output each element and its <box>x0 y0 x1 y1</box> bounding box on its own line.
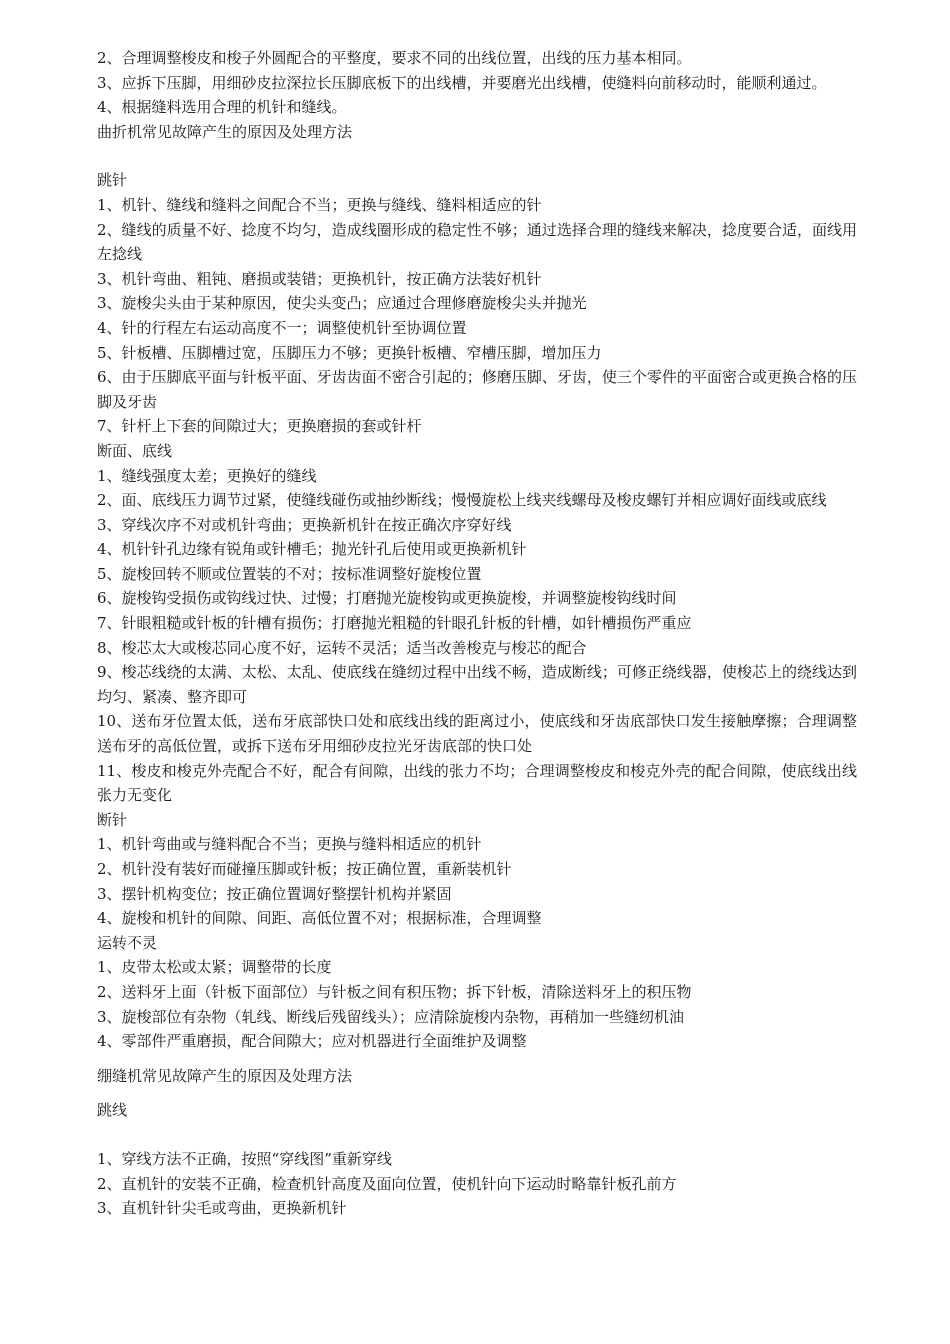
text-line: 断面、底线 <box>97 441 173 460</box>
text-line: 8、梭芯太大或梭芯同心度不好，运转不灵活；适当改善梭克与梭芯的配合 <box>97 638 587 657</box>
text-line: 3、旋梭部位有杂物（轧线、断线后残留线头）；应清除旋梭内杂物，再稍加一些缝纫机油 <box>97 1007 685 1026</box>
text-line: 11、梭皮和梭克外壳配合不好，配合有间隙，出线的张力不均；合理调整梭皮和梭克外壳的配合间隙，使底线出线张力无变化 <box>97 761 857 805</box>
text-line: 断针 <box>97 810 128 829</box>
text-line: 4、根据缝料选用合理的机针和缝线。 <box>97 98 347 117</box>
text-line: 1、皮带太松或太紧；调整带的长度 <box>97 958 332 977</box>
text-line: 2、送料牙上面（针板下面部位）与针板之间有积压物；拆下针板，清除送料牙上的积压物 <box>97 982 692 1001</box>
text-line: 4、零部件严重磨损，配合间隙大；应对机器进行全面维护及调整 <box>97 1032 527 1051</box>
text-line: 2、面、底线压力调节过紧，使缝线碰伤或抽纱断线；慢慢旋松上线夹线螺母及梭皮螺钉并相应调好面线或底线 <box>97 491 827 510</box>
text-line: 3、机针弯曲、粗钝、磨损或装错；更换机针，按正确方法装好机针 <box>97 269 542 288</box>
text-line: 3、穿线次序不对或机针弯曲；更换新机针在按正确次序穿好线 <box>97 515 512 534</box>
text-line: 7、针眼粗糙或针板的针槽有损伤；打磨抛光粗糙的针眼孔针板的针槽，如针槽损伤严重应 <box>97 614 692 633</box>
text-line: 2、缝线的质量不好、捻度不均匀，造成线圈形成的稳定性不够；通过选择合理的缝线来解决，捻度要合适，面线用左捻线 <box>97 220 857 264</box>
text-line: 6、由于压脚底平面与针板平面、牙齿齿面不密合引起的；修磨压脚、牙齿，使三个零件的平面密合或更换合格的压脚及牙齿 <box>97 368 857 411</box>
text-line: 2、合理调整梭皮和梭子外圆配合的平整度，要求不同的出线位置，出线的压力基本相同。 <box>97 49 692 67</box>
text-line: 3、直机针针尖毛或弯曲，更换新机针 <box>97 1199 347 1218</box>
text-line: 5、针板槽、压脚槽过宽，压脚压力不够；更换针板槽、窄槽压脚，增加压力 <box>97 343 602 362</box>
text-line: 4、针的行程左右运动高度不一；调整使机针至协调位置 <box>97 318 467 337</box>
text-line: 2、机针没有装好而碰撞压脚或针板；按正确位置，重新装机针 <box>97 860 512 878</box>
text-line: 4、旋梭和机针的间隙、间距、高低位置不对；根据标准，合理调整 <box>97 909 542 928</box>
text-line: 绷缝机常见故障产生的原因及处理方法 <box>97 1066 353 1085</box>
text-line: 7、针杆上下套的间隙过大；更换磨损的套或针杆 <box>97 417 422 436</box>
document-body <box>97 46 857 1221</box>
blank-line <box>97 144 857 168</box>
text-line: 跳线 <box>97 1101 128 1120</box>
text-line: 1、缝线强度太差；更换好的缝线 <box>97 466 317 485</box>
text-line: 3、摆针机构变位；按正确位置调好整摆针机构并紧固 <box>97 884 452 903</box>
text-line: 1、机针、缝线和缝料之间配合不当；更换与缝线、缝料相适应的针 <box>97 195 542 214</box>
blank-line <box>97 1123 857 1147</box>
text-line: 10、送布牙位置太低，送布牙底部快口处和底线出线的距离过小，使底线和牙齿底部快口发生接触摩擦；合理调整送布牙的高低位置，或拆下送布牙用细砂皮拉光牙齿底部的快口处 <box>97 712 857 756</box>
text-line: 9、梭芯线绕的太满、太松、太乱、使底线在缝纫过程中出线不畅，造成断线；可修正绕线器，使梭芯上的绕线达到均匀、紧凑、整齐即可 <box>97 663 857 706</box>
text-line: 5、旋梭回转不顺或位置装的不对；按标准调整好旋梭位置 <box>97 564 482 583</box>
text-line: 1、穿线方法不正确，按照“穿线图”重新穿线 <box>97 1149 392 1168</box>
blank-line <box>97 1088 857 1098</box>
text-line: 曲折机常见故障产生的原因及处理方法 <box>97 122 353 141</box>
text-line: 2、直机针的安装不正确，检查机针高度及面向位置，使机针向下运动时略靠针板孔前方 <box>97 1174 677 1193</box>
text-line: 3、旋梭尖头由于某种原因，使尖头变凸；应通过合理修磨旋梭尖头并抛光 <box>97 294 587 313</box>
blank-line <box>97 1054 857 1064</box>
text-line: 4、机针针孔边缘有锐角或针槽毛；抛光针孔后使用或更换新机针 <box>97 540 527 559</box>
text-line: 3、应拆下压脚，用细砂皮拉深拉长压脚底板下的出线槽，并要磨光出线槽，使缝料向前移动时，能顺利通过。 <box>97 73 827 92</box>
text-line: 跳针 <box>97 171 128 190</box>
text-line: 1、机针弯曲或与缝料配合不当；更换与缝料相适应的机针 <box>97 835 482 854</box>
text-line: 6、旋梭钩受损伤或钩线过快、过慢；打磨抛光旋梭钩或更换旋梭，并调整旋梭钩线时间 <box>97 589 677 608</box>
text-line: 运转不灵 <box>97 933 158 952</box>
